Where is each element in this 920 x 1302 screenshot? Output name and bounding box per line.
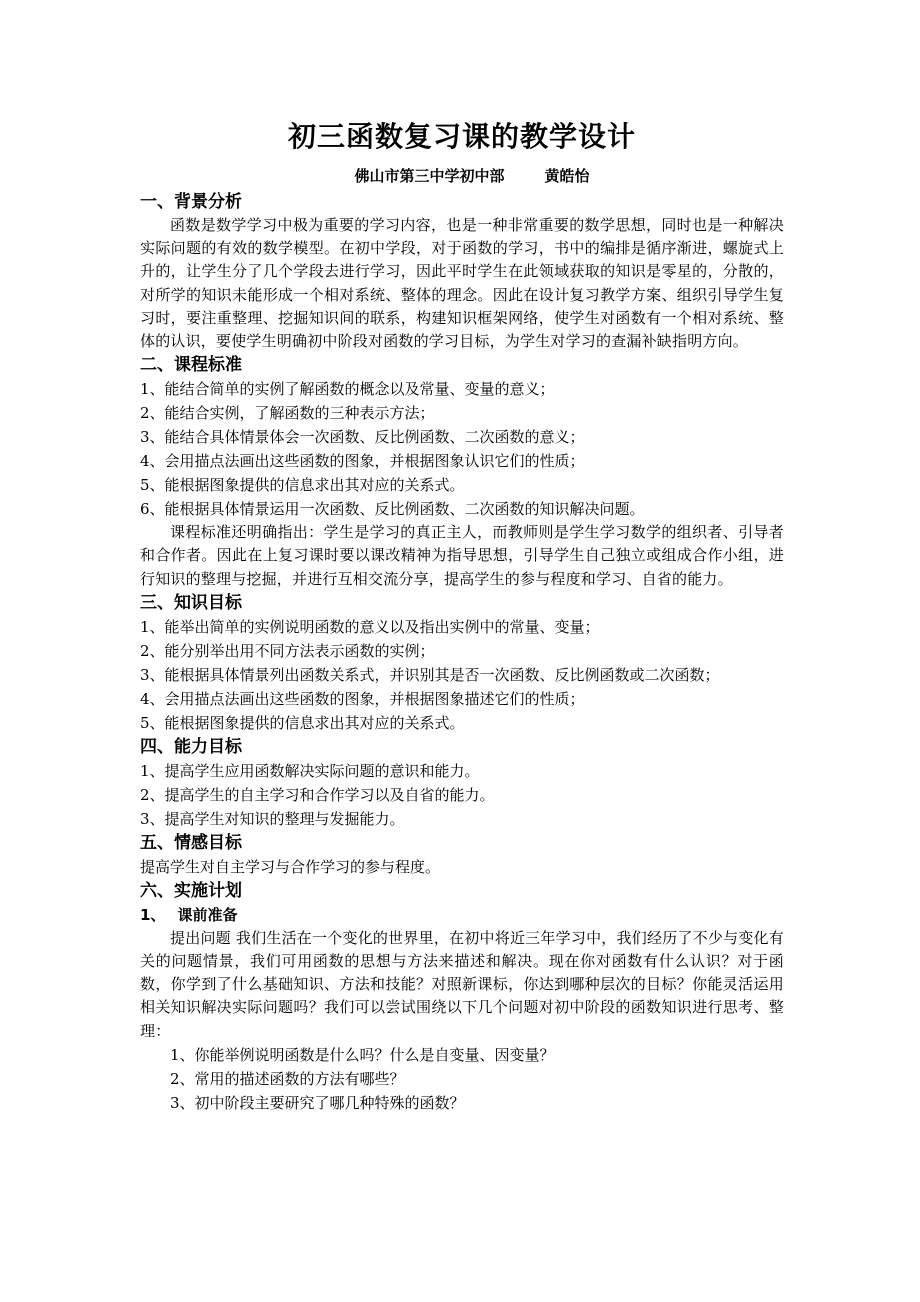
standards-item: 2、能结合实例，了解函数的三种表示方法； — [140, 404, 435, 423]
standards-item: 5、能根据图象提供的信息求出其对应的关系式。 — [140, 476, 465, 495]
document-title: 初三函数复习课的教学设计 — [287, 120, 636, 153]
knowledge-item: 4、会用描点法画出这些函数的图象，并根据图象描述它们的性质； — [140, 689, 585, 708]
author-line — [140, 162, 784, 190]
standards-item: 6、能根据具体情景运用一次函数、反比例函数、二次函数的知识解决问题。 — [140, 500, 645, 519]
plan-paragraph: 提出问题 我们生活在一个变化的世界里，在初中将近三年学习中，我们经历了不少与变化有关的问题情景，我们可用函数的思想与方法来描述和解决。现在你对函数有什么认识？对于函数，你学到了什么基础知识、方法和技能？对照新课标，你达到哪种层次的目标？你能灵活运用相关知识解决实际问题吗？我们可以尝试围绕以下几个问题对初中阶段的函数知识进行思考、整理： — [140, 928, 784, 1040]
ability-item: 2、提高学生的自主学习和合作学习以及自省的能力。 — [140, 785, 495, 804]
section-heading-background: 一、背景分析 — [140, 192, 242, 212]
background-paragraph: 函数是数学学习中极为重要的学习内容，也是一种非常重要的数学思想，同时也是一种解决实际问题的有效的数学模型。在初中学段，对于函数的学习，书中的编排是循序渐进，螺旋式上升的，让学生分了几个学段去进行学习，因此平时学生在此领域获取的知识是零星的，分散的，对所学的知识未能形成一个相对系统、整体的理念。因此在设计复习教学方案、组织引导学生复习时，要注重整理、挖掘知识间的联系，构建知识框架网络，使学生对函数有一个相对系统、整体的认识，要使学生明确初中阶段对函数的学习目标，为学生对学习的查漏补缺指明方向。 — [140, 216, 784, 351]
question-item: 2、常用的描述函数的方法有哪些？ — [170, 1069, 405, 1088]
standards-item: 1、能结合简单的实例了解函数的概念以及常量、变量的意义； — [140, 380, 555, 399]
ability-item: 3、提高学生对知识的整理与发掘能力。 — [140, 809, 405, 828]
knowledge-item: 3、能根据具体情景列出函数关系式，并识别其是否一次函数、反比例函数或二次函数； — [140, 665, 720, 684]
section-heading-standards: 二、课程标准 — [140, 355, 242, 376]
section-heading-plan: 六、实施计划 — [140, 880, 242, 901]
standards-item: 4、会用描点法画出这些函数的图象，并根据图象认识它们的性质； — [140, 452, 585, 471]
subsection-heading-preparation — [140, 903, 784, 927]
document-page — [140, 112, 784, 1115]
subsection-title: 课前准备 — [177, 905, 238, 924]
emotion-text: 提高学生对自主学习与合作学习的参与程度。 — [140, 857, 441, 876]
question-item: 3、初中阶段主要研究了哪几种特殊的函数？ — [170, 1093, 465, 1112]
knowledge-item: 1、能举出简单的实例说明函数的意义以及指出实例中的常量、变量； — [140, 617, 600, 636]
section-heading-ability: 四、能力目标 — [140, 736, 242, 757]
standards-item: 3、能结合具体情景体会一次函数、反比例函数、二次函数的意义； — [140, 428, 585, 447]
knowledge-item: 2、能分别举出用不同方法表示函数的实例； — [140, 641, 435, 660]
school-name: 佛山市第三中学初中部 — [354, 167, 505, 185]
section-heading-knowledge: 三、知识目标 — [140, 592, 242, 613]
standards-paragraph: 课程标准还明确指出：学生是学习的真正主人，而教师则是学生学习数学的组织者、引导者和合作者。因此在上复习课时要以课改精神为指导思想，引导学生自己独立或组成合作小组，进行知识的整理与挖掘，并进行互相交流分享，提高学生的参与程度和学习、自省的能力。 — [140, 523, 784, 588]
ability-item: 1、提高学生应用函数解决实际问题的意识和能力。 — [140, 761, 480, 780]
author-name: 黄皓怡 — [544, 167, 590, 185]
section-heading-emotion: 五、情感目标 — [140, 832, 242, 853]
knowledge-item: 5、能根据图象提供的信息求出其对应的关系式。 — [140, 713, 465, 732]
question-item: 1、你能举例说明函数是什么吗？什么是自变量、因变量？ — [170, 1045, 555, 1064]
subsection-number: 1、 — [140, 905, 166, 924]
